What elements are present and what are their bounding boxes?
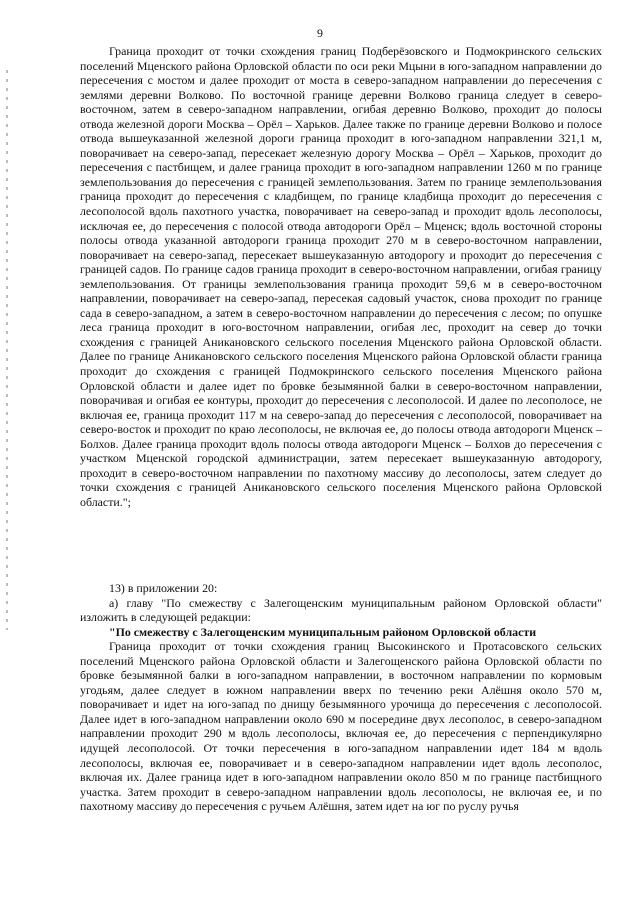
list-item-13: 13) в приложении 20: bbox=[109, 581, 218, 595]
paragraph-boundary-description: Граница проходит от точки схождения границ Подберёзовского и Подмокринского сельских поселений Мценского района Орловской области по оси реки Мцыни в юго-западном направлении до пересечения с мостом и далее проходит от моста в северо-западном направлении до пересечения с землями деревни Волково. По восточной границе деревни Волково граница следует в северо-восточном, затем в северо-западном направлении, огибая деревню Волково, проходит до полосы отвода железной дороги Москва – Орёл – Харьков. Далее также по границе деревни Волково и полосе отвода вышеуказанной железной дороги граница проходит в юго-западном направлении 321,1 м, поворачивает на северо-запад, пересекает железную дорогу Москва – Орёл – Харьков, проходит до пересечения с пастбищем, и далее граница проходит в юго-западном направлении 1260 м по границе землепользования до пересечения с границей землепользования. Затем по границе землепользования граница проходит до пересечения с кладбищем, по границе кладбища проходит до пересечения с лесополосой вдоль пахотного участка, поворачивает на северо-запад и проходит вдоль лесополосы, исключая ее, до пересечения с полосой отвода автодороги Орёл – Мценск; вдоль восточной стороны полосы отвода указанной автодороги граница проходит 270 м в северо-восточном направлении, поворачивает на северо-запад, пересекает вышеуказанную автодорогу и проходит до пересечения с границей садов. По границе садов граница проходит в северо-восточном направлении, огибая границу землепользования. От границы землепользования граница проходит 59,6 м в северо-восточном направлении, поворачивает на северо-запад, пересекая садовый участок, снова проходит по границе сада в северо-западном, а затем в северо-восточном направлении до пересечения с лесом; по опушке леса граница проходит в юго-восточном направлении, огибая лес, проходит на север до точки схождения с границей Аникановского сельского поселения Мценского района Орловской области. Далее по границе Аникановского сельского поселения Мценского района Орловской области граница проходит до схождения с границей Подмокринского сельского поселения Мценского района Орловской области и далее идет по бровке безымянной балки в северо-восточном направлении, поворачивая и огибая ее контуры, проходит до пересечения с лесополосой. И далее по лесополосе, не включая ее, граница проходит 117 м на северо-запад до пересечения с лесополосой, поворачивает на северо-восток и проходит по краю лесополосы, не включая ее, до полосы отвода автодороги Мценск – Болхов. Далее граница проходит вдоль полосы отвода автодороги Мценск – Болхов до пересечения с участком Мценской городской администрации, затем пересекает вышеуказанную автодорогу, проходит в северо-восточном направлении по пахотному массиву до лесополосы, затем следует до точки схождения с границей Аникановского сельского поселения Мценского района Орловской области."; bbox=[80, 44, 602, 509]
margin-scan-mark bbox=[6, 70, 8, 630]
page-number: 9 bbox=[317, 26, 323, 40]
text-block-lower bbox=[80, 581, 602, 814]
section-heading: "По смежеству с Залегощенским муниципальным районом Орловской области bbox=[109, 624, 537, 639]
text-block-upper bbox=[80, 44, 602, 510]
list-item-a: а) главу "По смежеству с Залегощенским муниципальным районом Орловской области" изложить в следующей редакции: bbox=[80, 595, 602, 625]
paragraph-zalegoshch-boundary: Граница проходит от точки схождения границ Высокинского и Протасовского сельских поселений Мценского района Орловской области и Залегощенского района Орловской области по бровке безымянной балки в юго-западном направлении, в восточном направлении по кормовым угодьям, далее следует в южном направлении вверх по течению реки Алёшня около 570 м, поворачивает и идет на юго-запад по днищу безымянного урочища до пересечения с лесополосой. Далее идет в юго-западном направлении около 690 м посередине двух лесополос, в северо-западном направлении проходит 290 м вдоль лесополосы, включая ее, до пересечения с перпендикулярно идущей лесополосой. От точки пересечения в юго-западном направлении идет 184 м вдоль лесополосы, включая ее, поворачивает и в северо-западном направлении идет вдоль лесополос, включая их. Далее граница идет в юго-западном направлении около 850 м по границе пастбищного участка. Затем проходит в северо-западном направлении вдоль лесополосы, не включая ее, и по пахотному массиву до пересечения с ручьем Алёшня, затем идет на юг по руслу ручья bbox=[80, 639, 602, 814]
